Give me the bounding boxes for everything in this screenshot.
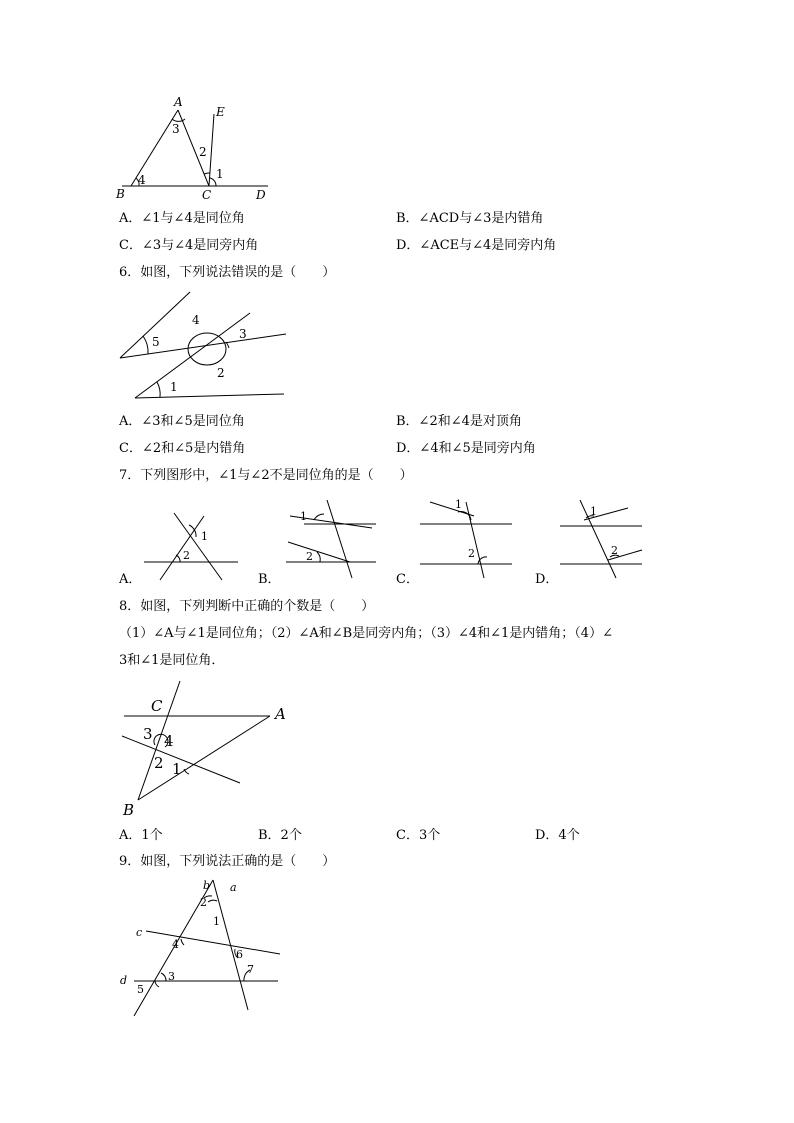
- q9-figure: [110, 876, 295, 1021]
- q9-angle-5: 5: [137, 983, 144, 996]
- q5-angle-4: 4: [138, 173, 146, 187]
- q6-line-transversal: [120, 334, 286, 358]
- q7-figure-c[interactable]: [416, 494, 516, 580]
- q9-label-b: b: [203, 879, 211, 892]
- q9-line-c: [146, 931, 280, 954]
- q5-label-b: B: [116, 187, 125, 201]
- q6-angle-3: 3: [239, 327, 247, 341]
- q9-label-c: c: [136, 926, 143, 939]
- q9-arc-3: [161, 973, 166, 981]
- q7-option-b[interactable]: B．: [258, 572, 281, 587]
- q7b-line-transversal: [327, 500, 352, 578]
- q7a-line-descending: [174, 513, 222, 580]
- q5-label-d: D: [256, 188, 266, 202]
- q8-figure: [110, 677, 295, 822]
- q6-angle-2: 2: [217, 366, 225, 380]
- q7-question: 7．下列图形中，∠1与∠2不是同位角的是（ ）: [119, 468, 413, 483]
- q5-option-d[interactable]: D．∠ACE与∠4是同旁内角: [396, 238, 557, 253]
- q8-option-d[interactable]: D．4个: [535, 828, 580, 843]
- q6-option-a[interactable]: A．∠3和∠5是同位角: [119, 414, 245, 429]
- q9-angle-4: 4: [172, 938, 179, 951]
- q5-figure: [110, 92, 280, 204]
- q8-statement-line1: （1）∠A与∠1是同位角；（2）∠A和∠B是同旁内角；（3）∠4和∠1是内错角；（4）∠: [119, 626, 613, 641]
- q7c-line-transversal: [466, 502, 484, 578]
- q9-angle-7: 7: [247, 963, 254, 976]
- q7-figure-b[interactable]: [280, 494, 380, 580]
- q8-statement-line2: 3和∠1是同位角．: [119, 653, 225, 668]
- q7-option-d[interactable]: D．: [535, 572, 559, 587]
- q9-angle-2: 2: [200, 896, 207, 909]
- q8-question: 8．如图，下列判断中正确的个数是（ ）: [119, 599, 375, 614]
- q7d-line-transversal: [580, 500, 616, 578]
- q5-angle-1: 1: [216, 167, 224, 181]
- q7b-line-oblique-bottom: [288, 542, 350, 562]
- q7d-angle-2: 2: [611, 544, 618, 557]
- q6-figure: [110, 286, 295, 404]
- q5-line-ce: [209, 114, 214, 186]
- q6-line-lower: [135, 394, 284, 398]
- q9-question: 9．如图，下列说法正确的是（ ）: [119, 854, 336, 869]
- q5-label-c: C: [202, 188, 212, 202]
- q5-option-a[interactable]: A．∠1与∠4是同位角: [119, 211, 245, 226]
- q6-option-d[interactable]: D．∠4和∠5是同旁内角: [396, 441, 536, 456]
- q8-angle-4: 4: [164, 732, 174, 750]
- q6-circle-4-2: [188, 333, 226, 365]
- q7b-angle-1: 1: [300, 510, 307, 523]
- q6-angle-1: 1: [170, 380, 178, 394]
- q7d-angle-1: 1: [590, 505, 597, 518]
- q7a-angle-1: 1: [201, 530, 208, 543]
- q7-figure-d[interactable]: [556, 494, 656, 580]
- q8-label-a: A: [275, 705, 286, 723]
- q5-label-e: E: [216, 105, 225, 119]
- q9-arc-4: [181, 939, 184, 945]
- q6-arc-5: [143, 336, 148, 354]
- q5-angle-3: 3: [172, 122, 180, 136]
- q7-option-a[interactable]: A．: [119, 572, 142, 587]
- q7b-angle-2: 2: [306, 550, 313, 563]
- q9-arc-5: [155, 981, 159, 987]
- q7a-line-ascending: [160, 516, 204, 580]
- q7b-arc-2: [317, 552, 320, 562]
- q8-label-c: C: [151, 697, 163, 715]
- q7c-angle-2: 2: [468, 547, 475, 560]
- q9-angle-1: 1: [213, 915, 220, 928]
- q6-option-c[interactable]: C．∠2和∠5是内错角: [119, 441, 246, 456]
- q8-angle-2: 2: [154, 754, 164, 772]
- q8-option-c[interactable]: C．3个: [396, 828, 441, 843]
- q9-angle-6: 6: [236, 948, 243, 961]
- q9-label-d: d: [120, 974, 128, 987]
- q8-arc-1: [184, 769, 189, 774]
- q5-option-b[interactable]: B．∠ACD与∠3是内错角: [396, 211, 544, 226]
- q7b-arc-1: [314, 514, 324, 520]
- q6-angle-5: 5: [152, 335, 160, 349]
- q9-angle-3: 3: [168, 970, 175, 983]
- q7-figure-a[interactable]: [140, 508, 240, 584]
- q6-angle-4: 4: [192, 313, 200, 327]
- q6-option-b[interactable]: B．∠2和∠4是对顶角: [396, 414, 522, 429]
- q9-label-a: a: [230, 881, 237, 894]
- q8-option-b[interactable]: B．2个: [258, 828, 302, 843]
- q8-angle-1: 1: [172, 760, 182, 778]
- q5-option-c[interactable]: C．∠3与∠4是同旁内角: [119, 238, 259, 253]
- q5-angle-2: 2: [199, 145, 207, 159]
- q7c-angle-1: 1: [455, 498, 462, 511]
- q8-label-b: B: [123, 801, 135, 819]
- q5-label-a: A: [174, 95, 183, 109]
- q6-arc-1: [157, 382, 160, 397]
- q6-question: 6．如图，下列说法错误的是（ ）: [119, 265, 336, 280]
- q8-angle-3: 3: [143, 725, 153, 743]
- q7a-angle-2: 2: [183, 549, 190, 562]
- q5-arc-2: [204, 173, 210, 174]
- q9-arc-1: [208, 900, 217, 902]
- q7-option-c[interactable]: C．: [396, 572, 419, 587]
- q8-option-a[interactable]: A．1个: [119, 828, 163, 843]
